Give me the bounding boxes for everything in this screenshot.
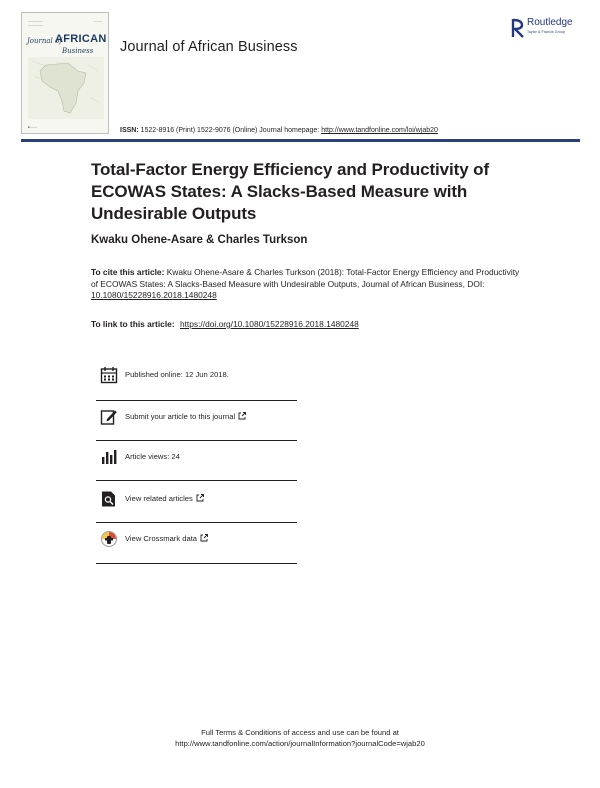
- cover-title-line1: Journal of: [27, 37, 62, 45]
- published-date-text: Published online: 12 Jun 2018.: [125, 370, 229, 379]
- meta-divider: [96, 440, 297, 441]
- published-online-item: [96, 362, 297, 400]
- external-link-icon: [196, 494, 204, 502]
- journal-title: Journal of African Business: [120, 39, 298, 55]
- article-doi-url-link[interactable]: https://doi.org/10.1080/15228916.2018.1480248: [179, 319, 359, 329]
- meta-divider: [96, 400, 297, 401]
- africa-map-icon: [28, 57, 104, 119]
- external-link-icon: [200, 534, 208, 542]
- routledge-logo-icon: [510, 17, 526, 39]
- related-articles-link[interactable]: [125, 494, 204, 503]
- document-search-icon: [100, 490, 118, 508]
- article-authors: Kwaku Ohene-Asare & Charles Turkson: [91, 234, 308, 246]
- doi-link[interactable]: 10.1080/15228916.2018.1480248: [91, 290, 217, 300]
- cover-title-line2: AFRICAN: [55, 33, 107, 45]
- meta-divider: [96, 522, 297, 523]
- cover-issn-marks: ────: [93, 19, 102, 23]
- crossmark-text: View Crossmark data: [125, 534, 198, 543]
- terms-line: Full Terms & Conditions of access and use can be found at: [201, 728, 399, 737]
- meta-divider: [96, 480, 297, 481]
- crossmark-item[interactable]: [96, 526, 297, 564]
- journal-homepage-link[interactable]: http://www.tandfonline.com/loi/wjab20: [321, 127, 438, 134]
- related-articles-item[interactable]: [96, 486, 297, 524]
- external-link-icon: [238, 412, 246, 420]
- submit-article-text: Submit your article to this journal: [125, 412, 236, 421]
- related-articles-text: View related articles: [125, 494, 193, 503]
- meta-divider: [96, 563, 297, 564]
- calendar-icon: [100, 366, 118, 384]
- crossmark-icon: [100, 530, 118, 548]
- cover-publisher-lines: ─────── ───────: [28, 19, 43, 27]
- cover-brand-mark: ■ ───: [28, 125, 38, 129]
- crossmark-link[interactable]: [125, 534, 208, 543]
- cite-text: Kwaku Ohene-Asare & Charles Turkson (2018): Total-Factor Energy Efficiency and Productivity of ECOWAS States: A Slacks-Based Measure with Undesirable Outputs, Journal of African Business, DOI:: [91, 267, 520, 289]
- cite-label: To cite this article:: [91, 267, 165, 277]
- link-label: To link to this article:: [91, 319, 175, 329]
- issn-label: ISSN:: [120, 127, 139, 134]
- article-views-item: [96, 444, 297, 482]
- terms-url-link[interactable]: http://www.tandfonline.com/action/journalInformation?journalCode=wjab20: [175, 739, 425, 748]
- article-views-text: Article views: 24: [125, 452, 180, 461]
- issn-text: 1522-8916 (Print) 1522-9076 (Online) Journal homepage:: [140, 127, 320, 134]
- issn-line: [120, 127, 438, 134]
- edit-icon: [100, 408, 118, 426]
- terms-footer: [0, 727, 600, 749]
- article-title: Total-Factor Energy Efficiency and Productivity of ECOWAS States: A Slacks-Based Measure with Undesirable Outputs: [91, 160, 490, 223]
- article-link-line: [91, 319, 359, 329]
- submit-article-link[interactable]: [125, 412, 246, 421]
- citation-block: [91, 267, 521, 302]
- bar-chart-icon: [100, 448, 118, 466]
- cover-title-line3: Business: [62, 47, 94, 55]
- header-rule: [21, 139, 580, 142]
- submit-article-item[interactable]: [96, 404, 297, 442]
- publisher-subtitle: Taylor & Francis Group: [527, 30, 565, 34]
- journal-cover: [21, 12, 109, 134]
- publisher-name: Routledge: [527, 17, 573, 28]
